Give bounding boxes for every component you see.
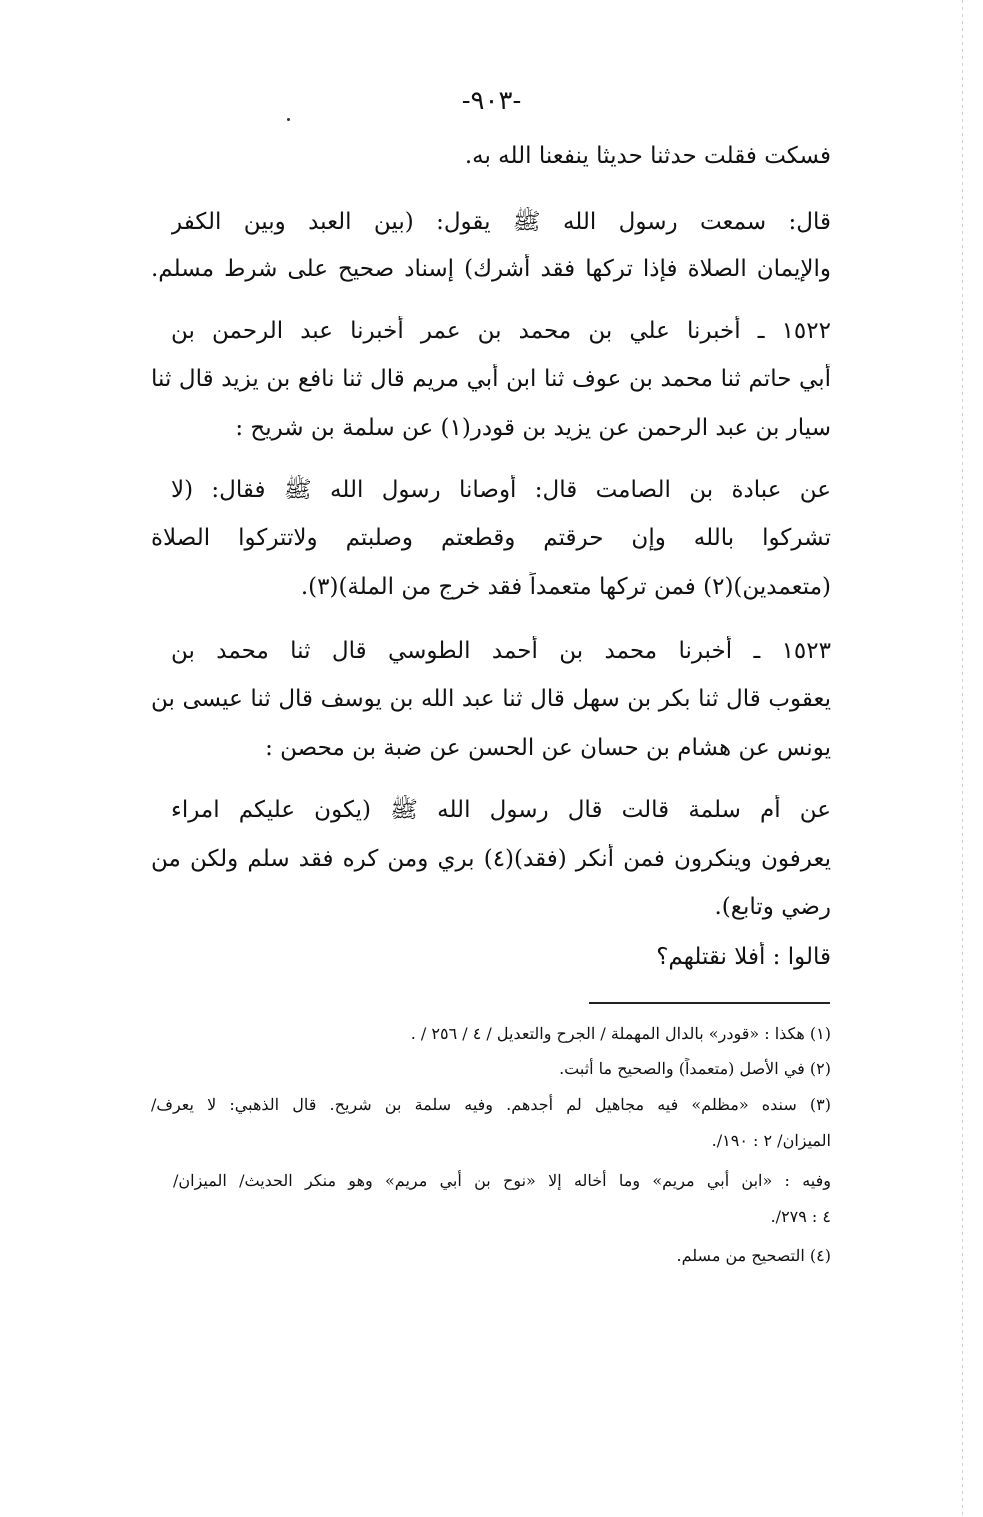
- footnote-line: (٤) التصحيح من مسلم.: [676, 1246, 831, 1265]
- body-line: يونس عن هشام بن حسان عن الحسن عن ضبة بن محصن :: [265, 735, 831, 761]
- scan-speck: [287, 118, 290, 121]
- body-line: ١٥٢٣ ـ أخبرنا محمد بن أحمد الطوسي قال ثنا محمد بن: [171, 638, 831, 664]
- footnote-line: ٤ : ٢٧٩/.: [770, 1207, 831, 1226]
- body-line: تشركوا بالله وإن حرقتم وقطعتم وصلبتم ولاتتركوا الصلاة: [151, 525, 831, 551]
- footnote-line: الميزان/ ٢ : ١٩٠/.: [711, 1131, 831, 1150]
- footnote-line: (٣) سنده «مظلم» فيه مجاهيل لم أجدهم. وفيه سلمة بن شريح. قال الذهبي: لا يعرف/: [151, 1095, 831, 1114]
- body-line: فسكت فقلت حدثنا حديثا ينفعنا الله به.: [464, 143, 831, 169]
- footnote-line: وفيه : «ابن أبي مريم» وما أخاله إلا «نوح بن أبي مريم» وهو منكر الحديث/ الميزان/: [173, 1171, 831, 1190]
- body-line: أبي حاتم ثنا محمد بن عوف ثنا ابن أبي مريم قال ثنا نافع بن يزيد قال ثنا: [151, 366, 831, 392]
- body-line: يعرفون وينكرون فمن أنكر (فقد)(٤) بري ومن كره فقد سلم ولكن من: [151, 846, 831, 872]
- body-line: ١٥٢٢ ـ أخبرنا علي بن محمد بن عمر أخبرنا عبد الرحمن بن: [171, 318, 831, 344]
- body-line: عن عبادة بن الصامت قال: أوصانا رسول الله ﷺ فقال: (لا: [171, 477, 831, 503]
- body-line: رضي وتابع).: [714, 894, 831, 920]
- body-line: عن أم سلمة قالت قال رسول الله ﷺ (يكون عليكم امراء: [171, 797, 831, 823]
- body-line: سيار بن عبد الرحمن عن يزيد بن قودر(١) عن سلمة بن شريح :: [235, 415, 831, 441]
- footnote-separator: [589, 1002, 830, 1004]
- body-line: (متعمدين)(٢) فمن تركها متعمداً فقد خرج من الملة)(٣).: [300, 574, 831, 600]
- scan-edge: [962, 0, 963, 1517]
- body-line: والإيمان الصلاة فإذا تركها فقد أشرك) إسناد صحيح على شرط مسلم.: [151, 256, 831, 282]
- body-line: قالوا : أفلا نقتلهم؟: [656, 944, 831, 970]
- footnote-line: (٢) في الأصل (متعمداً) والصحيح ما أثبت.: [559, 1059, 831, 1078]
- page-number: -٩٠٣-: [461, 86, 522, 116]
- footnote-line: (١) هكذا : «قودر» بالدال المهملة / الجرح والتعديل / ٤ / ٢٥٦ / .: [410, 1024, 831, 1043]
- body-line: قال: سمعت رسول الله ﷺ يقول: (بين العبد وبين الكفر: [171, 209, 831, 235]
- body-line: يعقوب قال ثنا بكر بن سهل قال ثنا عبد الله بن يوسف قال ثنا عيسى بن: [151, 686, 831, 712]
